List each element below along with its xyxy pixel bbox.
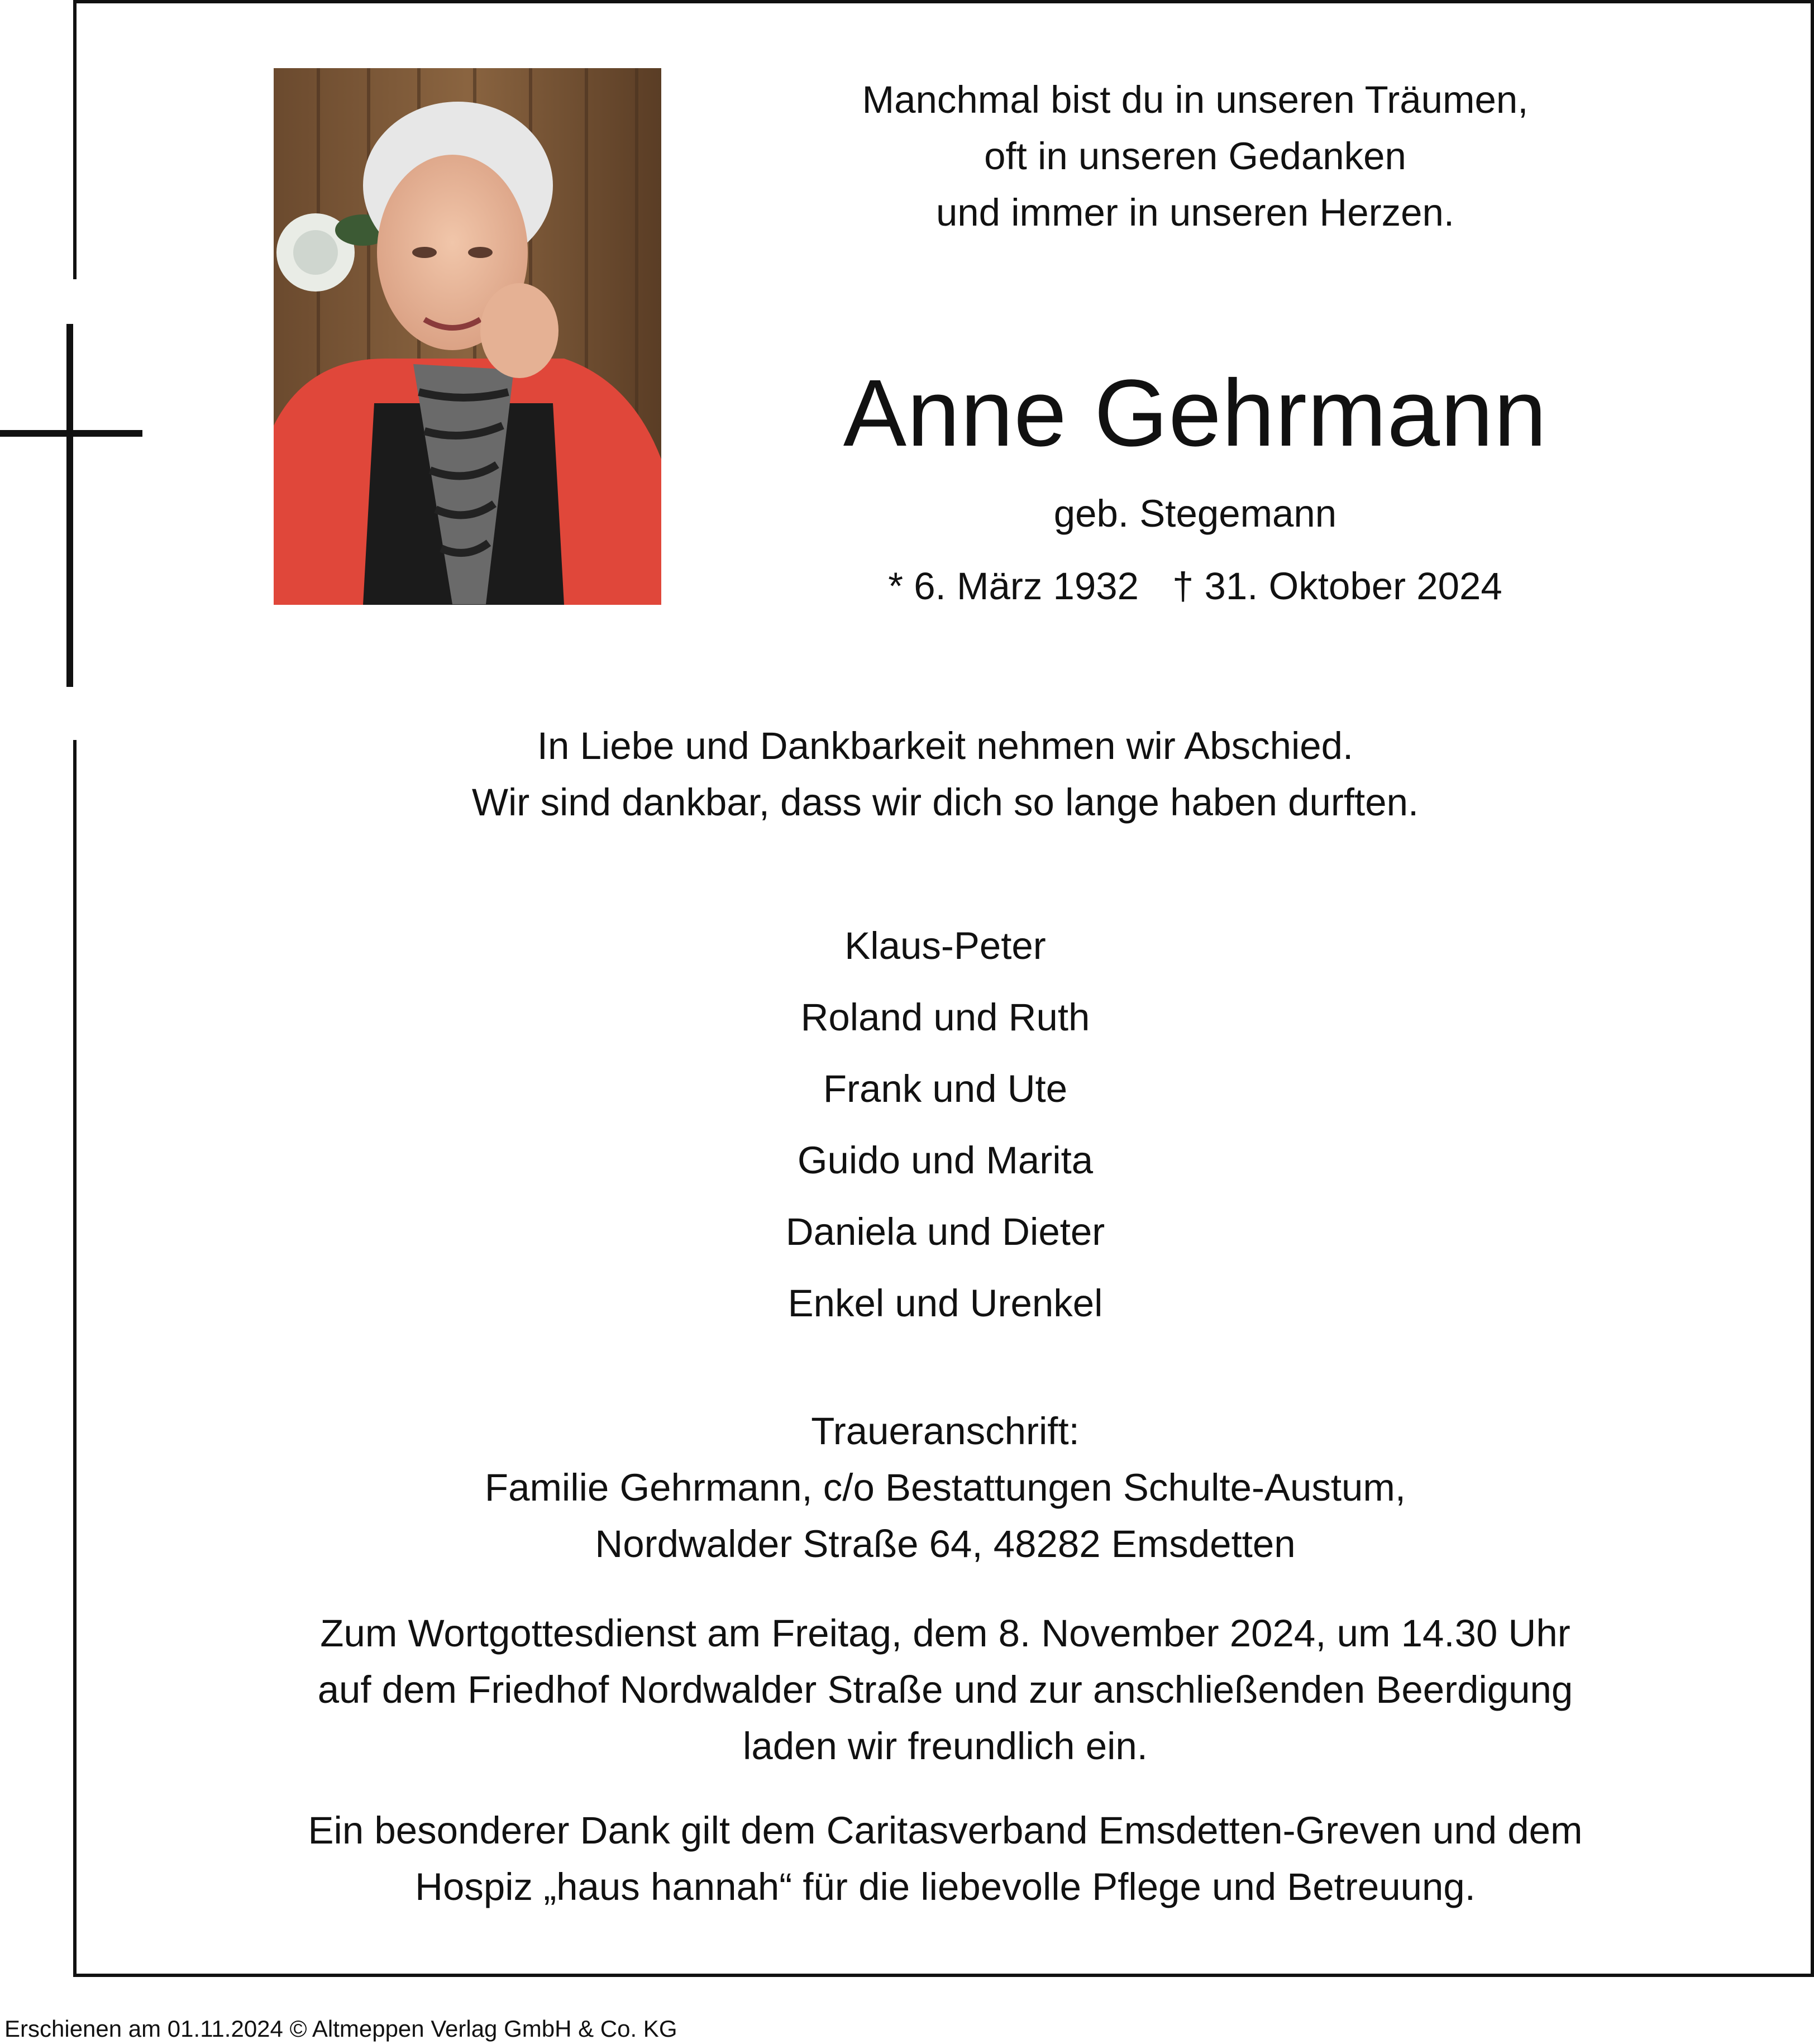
family-member: Daniela und Dieter bbox=[785, 1210, 1105, 1253]
mourning-address bbox=[77, 1403, 1814, 1572]
special-thanks bbox=[77, 1802, 1814, 1915]
quote-line: und immer in unseren Herzen. bbox=[935, 191, 1455, 234]
address-line: Nordwalder Straße 64, 48282 Emsdetten bbox=[595, 1522, 1296, 1565]
portrait-photo bbox=[274, 68, 661, 605]
address-line: Traueranschrift: bbox=[811, 1410, 1080, 1453]
address-line: Familie Gehrmann, c/o Bestattungen Schulte-Austum, bbox=[484, 1466, 1406, 1509]
family-member: Enkel und Urenkel bbox=[787, 1282, 1103, 1325]
quote-line: oft in unseren Gedanken bbox=[984, 135, 1406, 178]
service-info bbox=[77, 1605, 1814, 1774]
deceased-name: Anne Gehrmann bbox=[843, 360, 1548, 466]
publication-footer: Erschienen am 01.11.2024 © Altmeppen Verlag GmbH & Co. KG bbox=[4, 2016, 677, 2042]
thanks-line: Ein besonderer Dank gilt dem Caritasverband Emsdetten-Greven und dem bbox=[308, 1809, 1583, 1852]
thanks-line: Hospiz „haus hannah“ für die liebevolle Pflege und Betreuung. bbox=[415, 1865, 1476, 1908]
quote-line: Manchmal bist du in unseren Träumen, bbox=[862, 78, 1529, 121]
death-date: † 31. Oktober 2024 bbox=[1172, 565, 1502, 608]
service-line: laden wir freundlich ein. bbox=[743, 1725, 1148, 1768]
frame-left-top bbox=[73, 0, 77, 279]
family-list bbox=[77, 910, 1814, 1339]
farewell-line: Wir sind dankbar, dass wir dich so lange haben durften. bbox=[471, 781, 1419, 824]
family-member: Klaus-Peter bbox=[844, 924, 1046, 967]
family-member: Guido und Marita bbox=[797, 1139, 1094, 1182]
birth-date: * 6. März 1932 bbox=[888, 565, 1139, 608]
service-line: auf dem Friedhof Nordwalder Straße und zur anschließenden Beerdigung bbox=[317, 1668, 1573, 1711]
cross-icon bbox=[0, 318, 145, 687]
farewell-line: In Liebe und Dankbarkeit nehmen wir Abschied. bbox=[537, 724, 1354, 767]
farewell-text bbox=[77, 718, 1814, 830]
life-dates bbox=[748, 558, 1642, 614]
memorial-quote bbox=[748, 71, 1642, 241]
service-line: Zum Wortgottesdienst am Freitag, dem 8. November 2024, um 14.30 Uhr bbox=[320, 1612, 1570, 1655]
maiden-name: geb. Stegemann bbox=[1053, 492, 1337, 535]
family-member: Frank und Ute bbox=[823, 1067, 1068, 1110]
family-member: Roland und Ruth bbox=[800, 996, 1090, 1039]
